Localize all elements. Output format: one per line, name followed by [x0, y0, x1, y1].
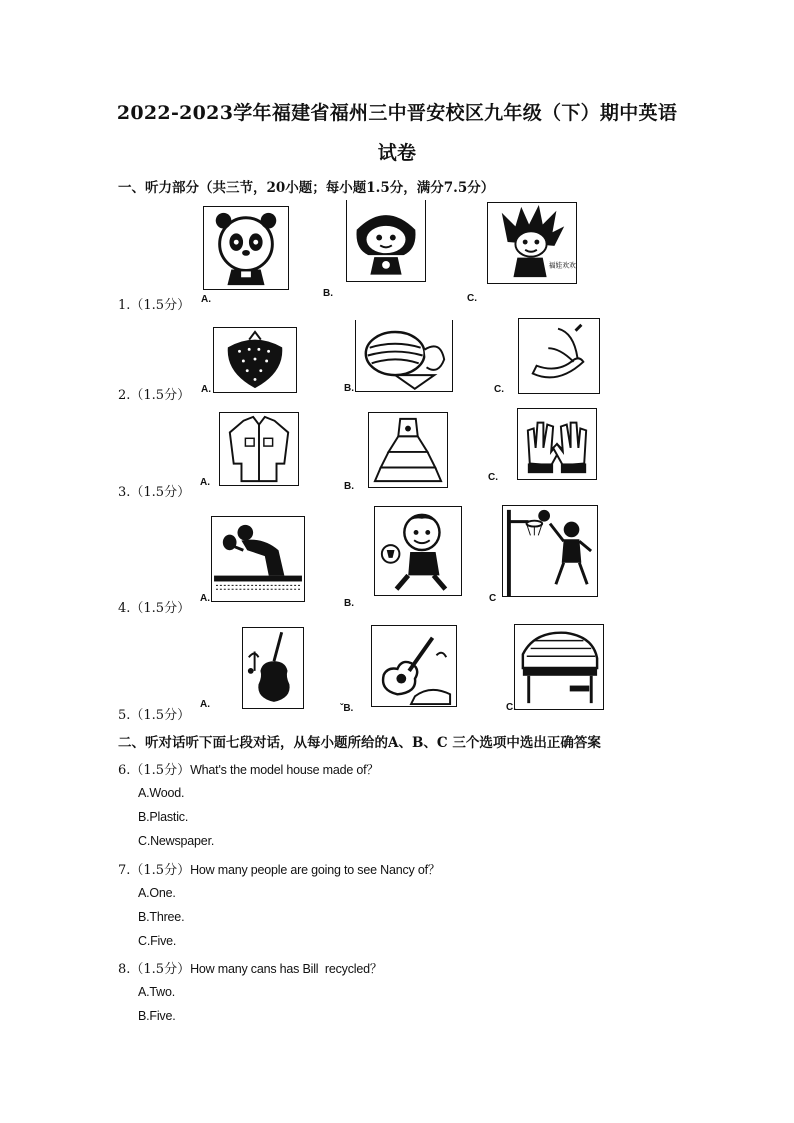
- picture-soccer: [374, 506, 462, 596]
- picture-gloves: [517, 408, 597, 480]
- question-3-option-c[interactable]: C.: [488, 472, 498, 483]
- picture-jacket: [219, 412, 299, 486]
- picture-strawberry: [213, 327, 297, 393]
- picture-dress: [368, 412, 448, 488]
- picture-panda-mascot: [203, 206, 289, 290]
- question-2-number: 2.（1.5分）: [118, 388, 191, 403]
- question-2-option-b[interactable]: B.: [344, 383, 354, 394]
- question-4-option-c[interactable]: C: [489, 593, 497, 604]
- page-title: 2022-2023学年福建省福州三中晋安校区九年级（下）期中英语: [116, 102, 678, 124]
- question-1-option-c[interactable]: C.: [467, 293, 477, 304]
- question-5-option-b[interactable]: ˇB.: [340, 703, 354, 714]
- page-title-continued: 试卷: [377, 142, 417, 164]
- question-3-number: 3.（1.5分）: [118, 485, 191, 500]
- picture-fire-mascot: [487, 202, 577, 284]
- section-heading-dialogues: 二、听对话听下面七段对话，从每小题所给的A、B、C 三个选项中选出正确答案: [118, 735, 601, 751]
- question-4-option-a[interactable]: A.: [200, 593, 210, 604]
- question-1-option-b[interactable]: B.: [323, 288, 333, 299]
- picture-piano: [514, 624, 604, 710]
- question-7-number: 7.（1.5分）: [118, 863, 191, 878]
- question-1-option-a[interactable]: A.: [201, 294, 211, 305]
- question-7: [118, 859, 440, 878]
- question-6: [118, 759, 379, 778]
- question-8-text: How many cans has Bill recycled？: [190, 962, 383, 976]
- question-7-option-c[interactable]: C.Five.: [138, 934, 177, 948]
- question-5-option-c[interactable]: C.: [506, 702, 516, 713]
- question-6-number: 6.（1.5分）: [118, 763, 191, 778]
- question-4-option-b[interactable]: B.: [344, 598, 354, 609]
- question-5-option-a[interactable]: A.: [200, 699, 210, 710]
- question-2-option-a[interactable]: A.: [201, 384, 211, 395]
- question-6-option-a[interactable]: A.Wood.: [138, 786, 185, 800]
- question-7-option-a[interactable]: A.One.: [138, 886, 176, 900]
- question-4-number: 4.（1.5分）: [118, 601, 191, 616]
- picture-basketball: [502, 505, 598, 597]
- question-3-option-a[interactable]: A.: [200, 477, 210, 488]
- question-1-number: 1.（1.5分）: [118, 298, 191, 313]
- picture-fish-mascot: [346, 200, 426, 282]
- question-6-text: What's the model house made of？: [190, 763, 379, 777]
- question-5-number: 5.（1.5分）: [118, 708, 191, 723]
- mascot-caption: 福娃欢欢: [548, 261, 576, 270]
- question-6-option-b[interactable]: B.Plastic.: [138, 810, 189, 824]
- question-7-option-b[interactable]: B.Three.: [138, 910, 185, 924]
- picture-violin: [242, 627, 304, 709]
- question-8-option-a[interactable]: A.Two.: [138, 985, 176, 999]
- question-7-text: How many people are going to see Nancy of？: [190, 863, 441, 877]
- picture-watermelon: [355, 320, 453, 392]
- picture-banana: [518, 318, 600, 394]
- picture-ping-pong: [211, 516, 305, 602]
- question-8-number: 8.（1.5分）: [118, 962, 191, 977]
- section-heading-listening: 一、听力部分（共三节，20小题；每小题1.5分，满分7.5分）: [118, 180, 495, 196]
- question-6-option-c[interactable]: C.Newspaper.: [138, 834, 215, 848]
- question-8: [118, 958, 382, 977]
- picture-guitar: [371, 625, 457, 707]
- question-8-option-b[interactable]: B.Five.: [138, 1009, 176, 1023]
- question-3-option-b[interactable]: B.: [344, 481, 354, 492]
- question-2-option-c[interactable]: C.: [494, 384, 504, 395]
